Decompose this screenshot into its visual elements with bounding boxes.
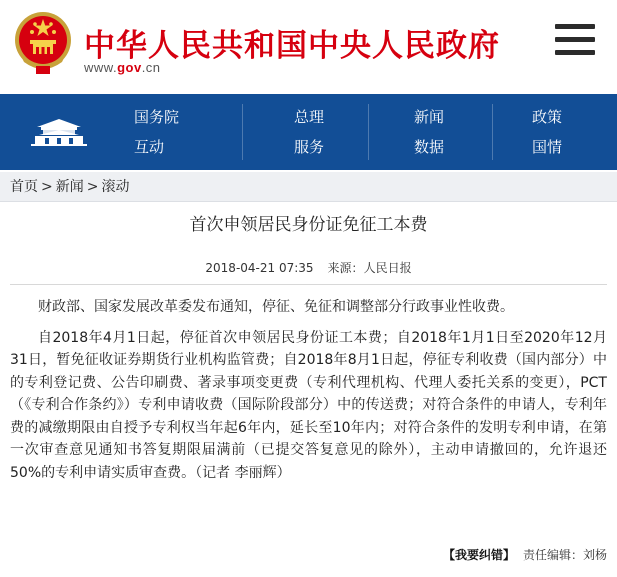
nav-item-interaction[interactable]: 互动 [134,138,165,156]
nav-item-data[interactable]: 数据 [414,138,445,156]
domain-gov: gov [117,60,142,75]
nav-item-premier[interactable]: 总理 [294,108,325,126]
article-source: 人民日报 [363,261,412,275]
article-title: 首次申领居民身份证免征工本费 [189,215,428,235]
nav-item-state-council[interactable]: 国务院 [134,108,180,126]
breadcrumb-separator: > [86,179,99,195]
article-footer [443,546,607,563]
nav-grid [118,94,617,170]
site-header [0,0,617,90]
domain-prefix: www. [84,60,118,75]
article-paragraph: 自2018年4月1日起，停征首次申领居民身份证工本费；自2018年1月1日至2020年12月31日，暂免征收证券期货行业机构监管费；自2018年8月1日起，停征专利收费（国内部分）中的专利登记费、公告印刷费、著录事项变更费（专利代理机构、代理人委托关系的变更），PCT（《专利合作条约》）专利申请收费（国际阶段部分）中的传送费；对符合条件的申请人，专利年费的减缴期限由自授予专利权当年起6年内，延长至10年内；对符合条件的发明专利申请，在第一次审查意见通知书答复期限届满前（已提交答复意见的除外），主动申请撤回的，允许退还50%的专利申请实质审查费。（记者 李丽辉） [10,329,607,481]
tiananmen-icon [31,117,87,147]
main-nav [0,94,617,170]
nav-divider [492,104,493,160]
editor-label: 责任编辑： [522,548,583,562]
menu-bar [555,50,595,55]
editor-name: 刘杨 [582,548,607,562]
nav-item-news[interactable]: 新闻 [414,108,445,126]
breadcrumb [0,172,617,202]
site-domain [84,60,161,75]
breadcrumb-separator: > [41,179,53,195]
menu-bar [555,24,595,29]
article-source-label: 来源： [327,261,364,275]
article-content [10,296,607,492]
nav-item-services[interactable]: 服务 [294,138,325,156]
article-divider [10,284,607,285]
nav-item-national-info[interactable]: 国情 [532,138,563,156]
national-emblem-icon[interactable] [12,10,74,76]
menu-bar [555,37,595,42]
nav-item-policy[interactable]: 政策 [532,108,563,126]
report-error-link[interactable]: 【我要纠错】 [442,548,515,562]
article-date: 2018-04-21 07:35 [205,261,314,275]
breadcrumb-home[interactable]: 首页 [10,179,38,195]
domain-suffix: .cn [141,60,161,75]
site-title[interactable]: 中华人民共和国中央人民政府 [84,28,500,64]
article-meta [0,259,617,276]
breadcrumb-news[interactable]: 新闻 [55,179,84,195]
tiananmen-logo-icon[interactable] [0,94,118,170]
nav-divider [368,104,369,160]
hamburger-menu-icon[interactable] [555,24,595,58]
breadcrumb-rolling[interactable]: 滚动 [101,179,130,195]
nav-divider [242,104,243,160]
article-paragraph: 财政部、国家发展改革委发布通知，停征、免征和调整部分行政事业性收费。 [38,299,514,315]
